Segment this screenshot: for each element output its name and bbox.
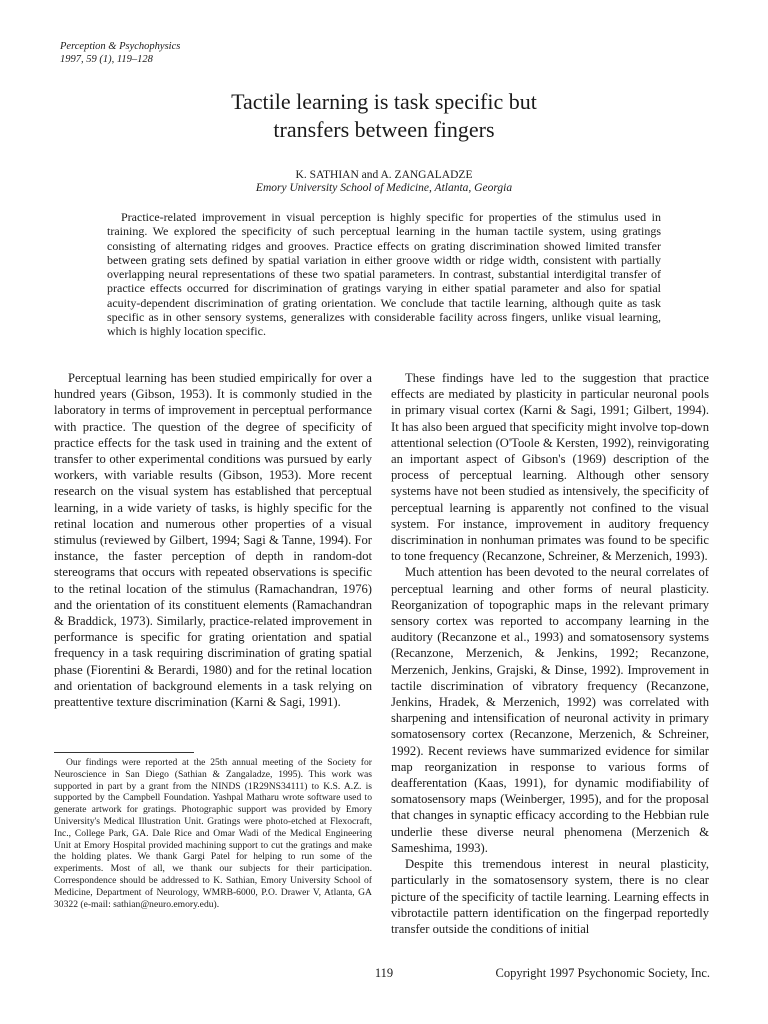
body-paragraph: Despite this tremendous interest in neural plasticity, particularly in the somatosensory system, there is no clear picture of the specificity of tactile learning. Learning effects in vibrotactile pattern identification on the fingerpad reportedly transfer outside the conditions of initial	[391, 857, 709, 936]
abstract	[107, 210, 661, 339]
journal-header	[60, 40, 180, 66]
body-column-left	[54, 370, 372, 710]
footnote-text: Our findings were reported at the 25th annual meeting of the Society for Neuroscience in San Diego (Sathian & Zangaladze, 1995). This work was supported in part by a grant from the NINDS (1R29NS34111) to K.S. A.Z. is supported by the Campbell Foundation. Yashpal Matharu wrote software used to generate artwork for gratings. Photographic support was provided by Emory University's Medical Illustration Unit. Gratings were photo-etched at Flexocraft, Inc., College Park, GA. Dale Rice and Omar Wadi of the Medical Engineering Unit at Emory Hospital provided machining support to cut the gratings and make the holding plates. We thank Gargi Patel for helping to run some of the experiments. Most of all, we thank our subjects for their participation. Correspondence should be addressed to K. Sathian, Emory University School of Medicine, Department of Neurology, WMRB-6000, P.O. Drawer V, Atlanta, GA 30322 (e-mail: sathian@neuro.emory.edu).	[54, 757, 372, 910]
title-line-2: transfers between fingers	[273, 117, 495, 142]
page-number: 119	[374, 966, 394, 980]
paper-title	[0, 88, 768, 144]
copyright-notice: Copyright 1997 Psychonomic Society, Inc.	[495, 966, 710, 980]
journal-name: Perception & Psychophysics	[60, 41, 181, 52]
footnote	[54, 757, 372, 910]
body-paragraph: Perceptual learning has been studied empirically for over a hundred years (Gibson, 1953). It is commonly studied in the laboratory in terms of improvement in perceptual performance with practice. The question of the degree of specificity of practice effects for the task used in training and the extent of transfer to other experimental conditions was pursued by early workers, with variable results (Gibson, 1953). More recent research on the visual system has established that perceptual learning, in a wide variety of tasks, is highly specific for the retinal location and numerous other properties of a visual stimulus (reviewed by Gilbert, 1994; Sagi & Tanne, 1994). For instance, the faster perception of depth in random-dot stereograms that occurs with repeated observations is specific to the retinal location of the stimulus (Ramachandran, 1976) and the orientation of its constituent elements (Ramachandran & Braddick, 1973). Similarly, practice-related improvement in performance is specific for grating orientation and spatial frequency in a task requiring discrimination of grating spatial phase (Fiorentini & Berardi, 1980) and for the retinal location and orientation of background elements in a task relying on preattentive texture discrimination (Karni & Sagi, 1991).	[54, 371, 372, 710]
body-column-right	[391, 370, 709, 937]
body-paragraph: Much attention has been devoted to the neural correlates of perceptual learning and other forms of neural plasticity. Reorganization of topographic maps in the relevant primary sensory cortex was reported to accompany learning in the auditory (Recanzone et al., 1993) and somatosensory systems (Recanzone, Merzenich, & Jenkins, 1992; Recanzone, Merzenich, Jenkins, Grajski, & Dinse, 1992). Improvement in tactile discrimination of vibratory frequency (Recanzone, Jenkins, Hradek, & Merzenich, 1992) was correlated with sharpening and intensification of neuronal activity in primary somatosensory cortex (Recanzone, Merzenich, & Schreiner, 1992). Recent reviews have summarized evidence for similar map reorganization in response to various forms of deafferentation (Kaas, 1991), for dynamic modifiability of somatosensory maps (Weinberger, 1995), and for the proposal that changes in synaptic efficacy according to the Hebbian rule underlie these diverse neural phenomena (Merzenich & Sameshima, 1993).	[391, 565, 709, 855]
affiliation: Emory University School of Medicine, Atlanta, Georgia	[255, 182, 513, 194]
title-line-1: Tactile learning is task specific but	[231, 89, 537, 114]
footnote-rule	[54, 752, 194, 753]
authors: K. SATHIAN and A. ZANGALADZE	[295, 169, 473, 181]
journal-citation: 1997, 59 (1), 119–128	[60, 54, 153, 65]
abstract-text: Practice-related improvement in visual perception is highly specific for properties of the stimulus used in training. We explored the specificity of such perceptual learning in the human tactile system, using gratings consisting of alternating ridges and grooves. Practice effects on grating discrimination showed limited transfer between grating sets defined by spatial variation in either groove width or ridge width, consistent with partially overlapping neural representations of these two spatial parameters. In contrast, substantial interdigital transfer of practice effects occurred for discrimination of gratings varying in either spatial parameter and also for spatial acuity-dependent discrimination of grating orientation. We conclude that tactile learning, although quite as task specific as in other sensory systems, generalizes with considerable facility across fingers, unlike visual learning, which is highly location specific.	[107, 210, 661, 339]
body-paragraph: These findings have led to the suggestion that practice effects are mediated by plasticity in particular neuronal pools in primary visual cortex (Karni & Sagi, 1991; Gilbert, 1994). It has also been argued that specificity might involve top-down attentional selection (O'Toole & Kersten, 1992), reinvigorating an important aspect of Gibson's (1969) description of the process of perceptual learning. Although other sensory systems have not been studied as intensively, the specificity of perceptual learning is apparently not confined to the visual system. For instance, improvement in auditory frequency discrimination in nonhuman primates was found to be specific to tone frequency (Recanzone, Schreiner, & Merzenich, 1993).	[391, 371, 709, 564]
